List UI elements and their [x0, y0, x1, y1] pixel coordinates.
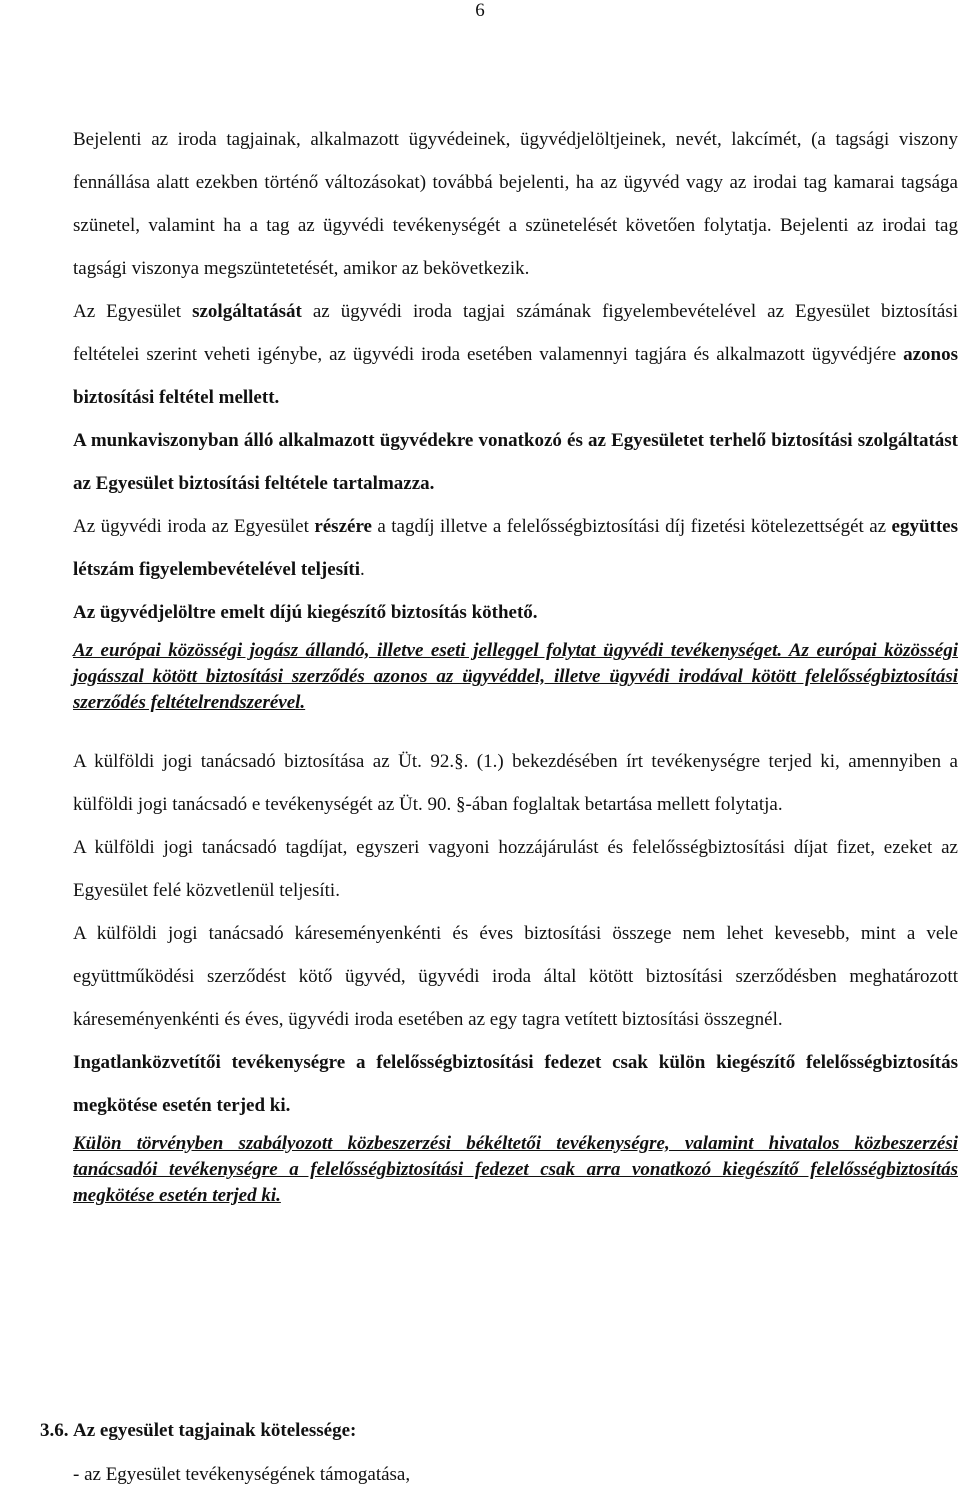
list-item: - az Egyesület tevékenységének támogatása,	[73, 1464, 411, 1485]
text-run: .	[359, 559, 365, 580]
paragraph-foreign-advisor-scope: A külföldi jogi tanácsadó biztosítása az Üt. 92.§. (1.) bekezdésében írt tevékenységre terjed ki, amennyiben a külföldi jogi tanácsadó e tevékenységét az Üt. 90. §-ában foglaltak betartása mellett folytatja.	[73, 751, 958, 815]
text-run: az ügyvédi iroda tagjai számának figyelembevételével az Egyesület biztosítási feltételei szerint veheti igénybe, az ügyvédi iroda esetében valamennyi tagjára és alkalmazott ügyvédjére	[73, 301, 958, 365]
paragraph-trainee-insurance: Az ügyvédjelöltre emelt díjú kiegészítő biztosítás köthető.	[73, 602, 538, 623]
paragraph-service-usage	[73, 290, 958, 419]
paragraph-fee-obligation	[73, 505, 958, 591]
section-number: 3.6.	[40, 1420, 69, 1441]
paragraph-procurement: Külön törvényben szabályozott közbeszerzési békéltetői tevékenységre, valamint hivatalos közbeszerzési tanácsadói tevékenységre a felelősségbiztosítási fedezet csak arra vonatkozó kiegészítő felelősségbiztosítás megkötése esetén terjed ki.	[73, 1133, 958, 1206]
text-run: Az Egyesület	[73, 301, 193, 322]
page-number: 6	[475, 0, 485, 21]
bold-text-run: együttes létszám figyelembevételével teljesíti	[73, 516, 958, 580]
document-body	[73, 118, 958, 1209]
bold-text-run: szolgáltatását	[192, 301, 302, 322]
paragraph-foreign-advisor-limits: A külföldi jogi tanácsadó káreseményenkénti és éves biztosítási összege nem lehet kevesebb, mint a vele együttműködési szerződést kötő ügyvéd, ügyvédi iroda által kötött biztosítási szerződésben meghatározott káreseményenkénti és éves, ügyvédi iroda esetében az egy tagra vetített biztosítási összegnél.	[73, 923, 958, 1030]
paragraph-eu-jurist: Az európai közösségi jogász állandó, illetve eseti jelleggel folytat ügyvédi tevékenységet. Az európai közösségi jogásszal kötött biztosítási szerződés azonos az ügyvéddel, illetve ügyvédi irodával kötött felelősségbiztosítási szerződés feltételrendszerével.	[73, 640, 958, 713]
paragraph-foreign-advisor-fees: A külföldi jogi tanácsadó tagdíjat, egyszeri vagyoni hozzájárulást és felelősségbiztosítási díjat fizet, ezeket az Egyesület felé közvetlenül teljesíti.	[73, 837, 958, 901]
paragraph-employed-lawyers: A munkaviszonyban álló alkalmazott ügyvédekre vonatkozó és az Egyesületet terhelő biztosítási szolgáltatást az Egyesület biztosítási feltétele tartalmazza.	[73, 430, 958, 494]
paragraph-real-estate: Ingatlanközvetítői tevékenységre a felelősségbiztosítási fedezet csak külön kiegészítő felelősségbiztosítás megkötése esetén terjed ki.	[73, 1052, 958, 1116]
text-run: a tagdíj illetve a felelősségbiztosítási díj fizetési kötelezettségét az	[371, 516, 892, 537]
bold-text-run: azonos biztosítási feltétel mellett.	[73, 344, 958, 408]
text-run: Az ügyvédi iroda az Egyesület	[73, 516, 315, 537]
paragraph-reporting-duties: Bejelenti az iroda tagjainak, alkalmazott ügyvédeinek, ügyvédjelöltjeinek, nevét, lakcímét, (a tagsági viszony fennállása alatt ezekben történő változásokat) továbbá bejelenti, ha az ügyvéd vagy az irodai tag kamarai tagsága szünetel, valamint ha a tag az ügyvédi tevékenységét a szünetelését követően folytatja. Bejelenti az irodai tag tagsági viszonya megszüntetetését, amikor az bekövetkezik.	[73, 129, 958, 279]
bold-text-run: részére	[314, 516, 372, 537]
section-title: Az egyesület tagjainak kötelessége:	[73, 1420, 357, 1441]
spacer	[73, 716, 958, 740]
